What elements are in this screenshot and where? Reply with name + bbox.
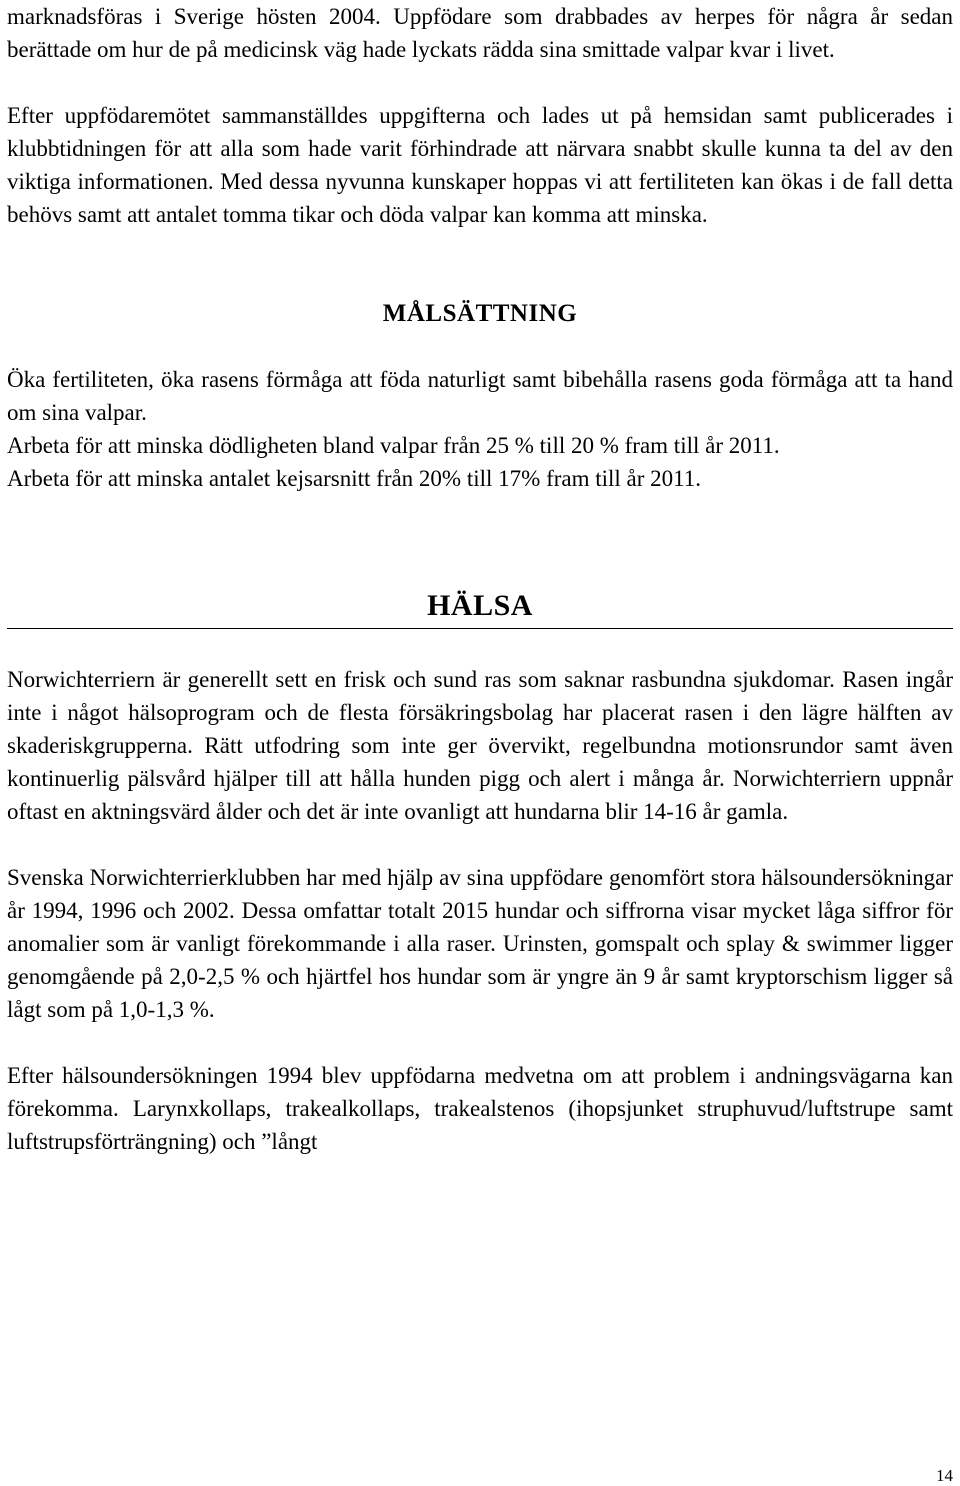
goal-item: Arbeta för att minska dödligheten bland valpar från 25 % till 20 % fram till år 2011. <box>7 433 780 458</box>
goals-heading: MÅLSÄTTNING <box>382 300 578 327</box>
health-paragraph: Svenska Norwichterrierklubben har med hjälp av sina uppfödare genomfört stora hälsoundersökningar år 1994, 1996 och 2002. Dessa omfattar totalt 2015 hundar och siffrorna visar mycket låga siffror för anomalier som är vanligt förekommande i alla raser. Urinsten, gomspalt och splay & swimmer ligger genomgående på 2,0-2,5 % och hjärtfel hos hundar som är yngre än 9 år samt kryptorschism ligger så lågt som på 1,0-1,3 %. <box>7 865 953 1022</box>
page-number: 14 <box>936 1466 953 1485</box>
intro-continued-paragraph: marknadsföras i Sverige hösten 2004. Uppfödare som drabbades av herpes för några år sedan berättade om hur de på medicinsk väg hade lyckats rädda sina smittade valpar kvar i livet. <box>7 4 953 62</box>
goal-item: Öka fertiliteten, öka rasens förmåga att föda naturligt samt bibehålla rasens goda förmåga att ta hand om sina valpar. <box>7 367 953 425</box>
health-heading: HÄLSA <box>427 589 533 622</box>
goals-list <box>7 363 953 495</box>
health-paragraph: Efter hälsoundersökningen 1994 blev uppfödarna medvetna om att problem i andningsvägarna kan förekomma. Larynxkollaps, trakealkollaps, trakealstenos (ihopsjunket struphuvud/luftstrupe samt luftstrupsförträngning) och ”långt <box>7 1063 953 1154</box>
health-heading-rule <box>7 628 953 629</box>
intro-paragraph: Efter uppfödaremötet sammanställdes uppgifterna och lades ut på hemsidan samt publicerades i klubbtidningen för att alla som hade varit förhindrade att närvara snabbt skulle kunna ta del av den viktiga informationen. Med dessa nyvunna kunskaper hoppas vi att fertiliteten kan ökas i de fall detta behövs samt att antalet tomma tikar och döda valpar kan komma att minska. <box>7 103 953 227</box>
health-paragraph: Norwichterriern är generellt sett en frisk och sund ras som saknar rasbundna sjukdomar. Rasen ingår inte i något hälsoprogram och de flesta försäkringsbolag har placerat rasen i den lägre hälften av skaderiskgrupperna. Rätt utfodring som inte ger övervikt, regelbundna motionsrundor samt även kontinuerlig pälsvård hjälper till att hålla hunden pigg och alert i många år. Norwichterriern uppnår oftast en aktningsvärd ålder och det är inte ovanligt att hundarna blir 14-16 år gamla. <box>7 667 953 824</box>
document-page <box>7 0 953 1158</box>
goal-item: Arbeta för att minska antalet kejsarsnitt från 20% till 17% fram till år 2011. <box>7 466 702 491</box>
